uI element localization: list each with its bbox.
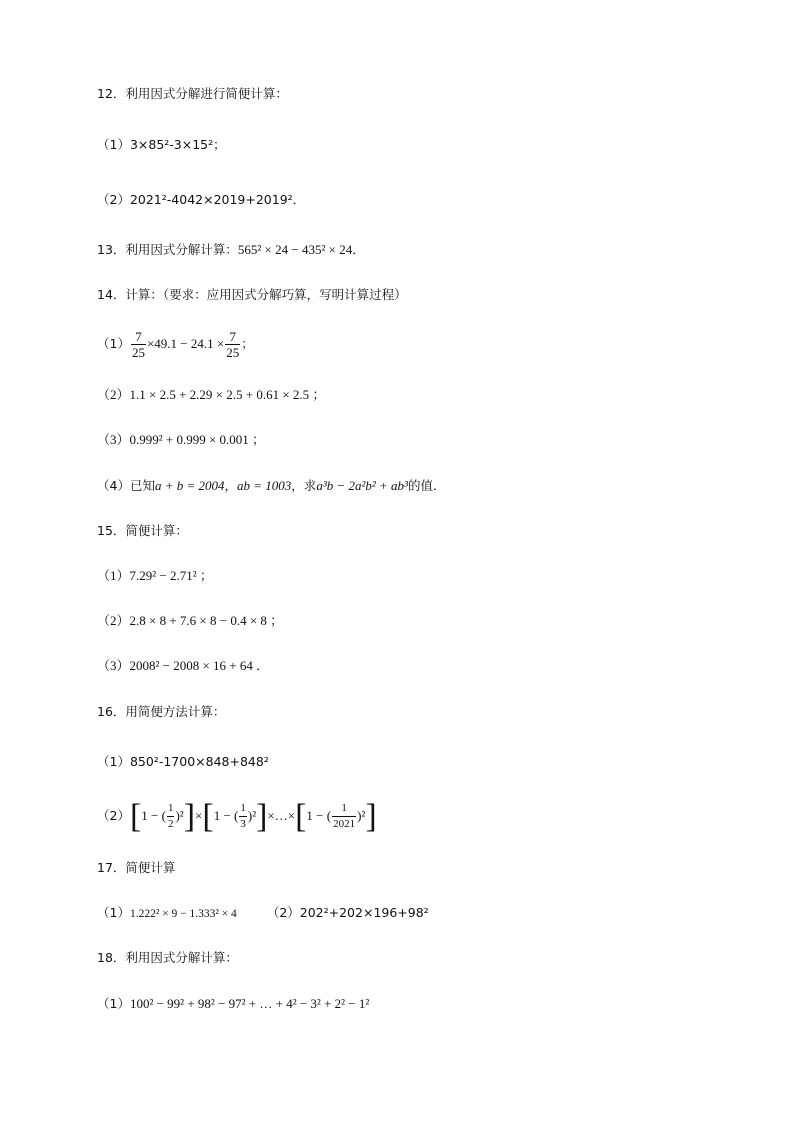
right-bracket: ] bbox=[256, 797, 268, 835]
q18-part1 bbox=[97, 996, 369, 1012]
q17-part1-label: （1） bbox=[97, 905, 130, 920]
times-sign: × bbox=[195, 808, 203, 823]
fraction bbox=[239, 801, 247, 832]
fraction-denominator: 2021 bbox=[333, 818, 356, 830]
q14-part4-expr: a³b − 2a²b² + ab³ bbox=[316, 478, 408, 493]
one-minus: 1 − ( bbox=[213, 808, 239, 823]
q14-title: 14．计算：（要求：应用因式分解巧算，写明计算过程） bbox=[97, 287, 407, 302]
one-minus: 1 − ( bbox=[141, 808, 166, 823]
q18-part1-label: （1） bbox=[97, 996, 130, 1011]
q14-part1-end: ； bbox=[241, 336, 254, 351]
q14-part4-cond1: a + b = 2004 bbox=[154, 478, 225, 493]
fraction bbox=[167, 801, 175, 832]
q14-part1-mid: ×49.1 − 24.1 × bbox=[146, 336, 225, 351]
q16-title: 16．用简便方法计算： bbox=[97, 704, 226, 719]
fraction-numerator: 7 bbox=[225, 329, 240, 345]
q14-part4-sep: ， bbox=[224, 478, 238, 493]
q14-part4-end: 的值． bbox=[407, 478, 446, 493]
q17-part2: （2）202²+202×196+98² bbox=[266, 905, 429, 920]
q15-part3: （3）2008² − 2008 × 16 + 64 ． bbox=[97, 658, 270, 673]
fraction bbox=[131, 329, 146, 360]
right-bracket: ] bbox=[183, 797, 196, 835]
q14-part1 bbox=[97, 328, 254, 360]
q14-part4-ask: ，求 bbox=[291, 478, 317, 493]
q14-part4-cond2: ab = 1003 bbox=[237, 478, 292, 493]
q14-part4-label: （4）已知 bbox=[97, 478, 155, 493]
q12-part2: （2）2021²-4042×2019+2019²． bbox=[97, 192, 306, 207]
fraction-numerator: 1 bbox=[167, 801, 175, 817]
q14-part1-label: （1） bbox=[97, 336, 130, 351]
q14-part3: （3）0.999² + 0.999 × 0.001 ； bbox=[97, 432, 266, 447]
q17-parts bbox=[97, 905, 429, 922]
left-bracket: [ bbox=[202, 797, 214, 835]
left-bracket: [ bbox=[129, 797, 142, 835]
q13-prefix: 13．利用因式分解计算： bbox=[97, 242, 238, 257]
q16-part1: （1）850²-1700×848+848² bbox=[97, 754, 269, 769]
q13-expr: 565² × 24 − 435² × 24 bbox=[237, 242, 353, 257]
close-paren: )² bbox=[247, 808, 257, 823]
ellipsis-times: ×…× bbox=[267, 808, 296, 823]
fraction bbox=[225, 329, 240, 360]
q13-suffix: ． bbox=[352, 242, 365, 257]
fraction-numerator: 1 bbox=[332, 801, 356, 817]
close-paren: )² bbox=[357, 808, 366, 823]
q16-part2-label: （2） bbox=[97, 808, 130, 823]
q14-part2: （2）1.1 × 2.5 + 2.29 × 2.5 + 0.61 × 2.5 ； bbox=[97, 387, 326, 402]
q17-title: 17．简便计算 bbox=[97, 860, 176, 875]
q17-part1: 1.222² × 9 − 1.333² × 4 bbox=[129, 908, 237, 920]
q15-part2: （2）2.8 × 8 + 7.6 × 8 − 0.4 × 8 ； bbox=[97, 613, 284, 628]
right-bracket: ] bbox=[365, 797, 377, 835]
left-bracket: [ bbox=[295, 797, 307, 835]
q15-title: 15．简便计算： bbox=[97, 523, 188, 538]
fraction-denominator: 25 bbox=[226, 345, 240, 360]
one-minus: 1 − ( bbox=[306, 808, 332, 823]
q13-line bbox=[97, 242, 365, 258]
q12-title: 12．利用因式分解进行简便计算： bbox=[97, 86, 288, 101]
q18-part1-expr: 100² − 99² + 98² − 97² + … + 4² − 3² + 2² − 1² bbox=[129, 996, 370, 1011]
q15-part1: （1）7.29² − 2.71² ； bbox=[97, 568, 213, 583]
fraction bbox=[332, 801, 356, 832]
q12-part1: （1）3×85²-3×15²； bbox=[97, 137, 226, 152]
q16-part2 bbox=[97, 796, 377, 836]
fraction-denominator: 3 bbox=[240, 818, 246, 830]
close-paren: )² bbox=[175, 808, 184, 823]
q14-part4 bbox=[97, 478, 445, 494]
fraction-numerator: 1 bbox=[239, 801, 247, 817]
fraction-denominator: 25 bbox=[131, 345, 145, 360]
fraction-numerator: 7 bbox=[131, 329, 146, 345]
fraction-denominator: 2 bbox=[167, 818, 174, 830]
q18-title: 18．利用因式分解计算： bbox=[97, 950, 238, 965]
